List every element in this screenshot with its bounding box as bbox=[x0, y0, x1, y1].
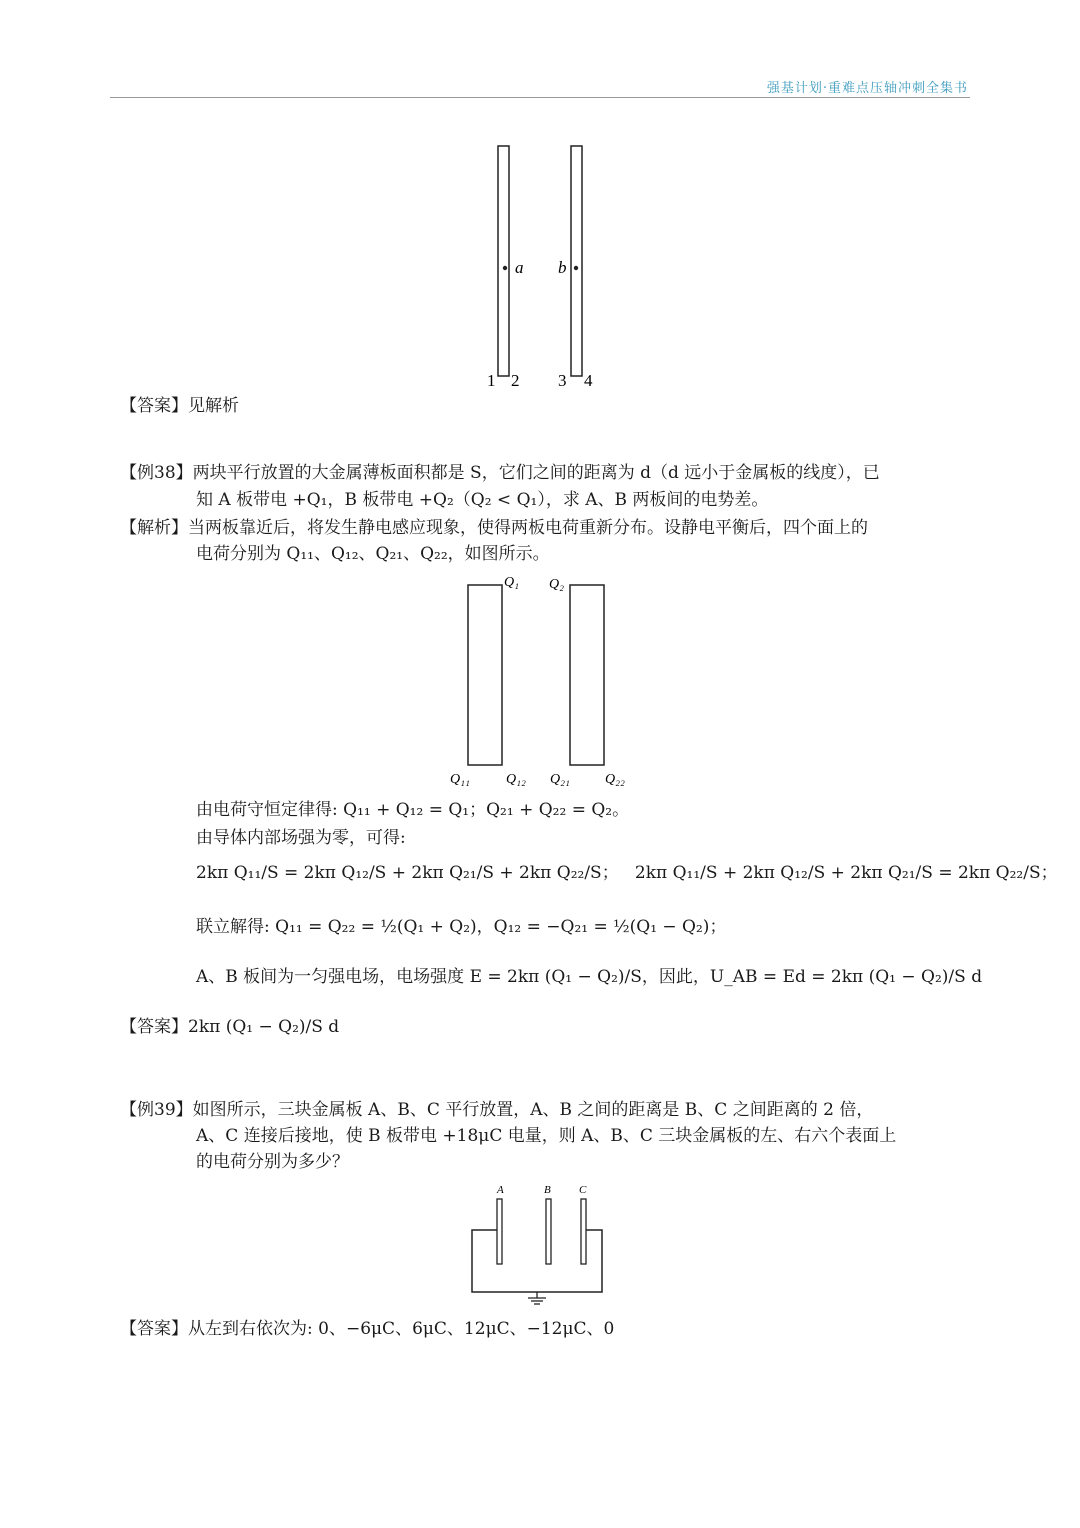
ex39-line3: 的电荷分别为多少？ bbox=[196, 1152, 349, 1172]
face-4: 4 bbox=[584, 371, 593, 390]
analysis38-solve: 联立解得: Q₁₁ = Q₂₂ = ½(Q₁ + Q₂)，Q₁₂ = −Q₂₁ = ½(Q₁ − Q₂)； bbox=[196, 917, 727, 937]
figure-two-plates bbox=[470, 140, 610, 395]
analysis38-line1 bbox=[120, 517, 868, 539]
analysis38-line2: 电荷分别为 Q₁₁、Q₁₂、Q₂₁、Q₂₂，如图所示。 bbox=[196, 544, 550, 564]
answer-39 bbox=[120, 1318, 614, 1340]
answer-39-tag: 【答案】 bbox=[120, 1319, 188, 1339]
ex38-line2: 知 A 板带电 +Q₁，B 板带电 +Q₂（Q₂ < Q₁），求 A、B 两板间的电势差。 bbox=[196, 490, 769, 510]
ex39-line1 bbox=[120, 1099, 873, 1121]
face-2: 2 bbox=[511, 371, 520, 390]
answer-38-text: 2kπ (Q₁ − Q₂)/S d bbox=[188, 1017, 340, 1037]
figure-three-plates bbox=[465, 1180, 610, 1310]
ex38-tag: 【例38】 bbox=[120, 463, 193, 483]
face-1: 1 bbox=[487, 371, 496, 390]
ex39-text-1: 如图所示，三块金属板 A、B、C 平行放置，A、B 之间的距离是 B、C 之间距离的 2 倍， bbox=[192, 1100, 874, 1120]
analysis38-tag: 【解析】 bbox=[120, 518, 188, 538]
label-q22: Q₂₂ bbox=[605, 772, 625, 787]
point-b bbox=[574, 266, 578, 270]
label-B: B bbox=[544, 1184, 551, 1196]
figure-charged-plates bbox=[445, 570, 645, 792]
plate-C bbox=[581, 1199, 586, 1264]
label-b: b bbox=[558, 258, 567, 277]
label-a: a bbox=[515, 258, 524, 277]
plate-B bbox=[570, 585, 604, 765]
label-q12: Q₁₂ bbox=[506, 772, 526, 787]
label-q2: Q₂ bbox=[549, 577, 564, 592]
equation-a: 2kπ Q₁₁/S = 2kπ Q₁₂/S + 2kπ Q₂₁/S + 2kπ Q₂₂/S； bbox=[196, 863, 619, 883]
analysis38-equations bbox=[196, 862, 1058, 884]
answer-39-text: 从左到右依次为: 0、−6μC、6μC、12μC、−12μC、0 bbox=[188, 1319, 615, 1339]
label-q21: Q₂₁ bbox=[550, 772, 570, 787]
header-rule bbox=[110, 97, 970, 98]
analysis38-field-zero: 由导体内部场强为零，可得: bbox=[196, 828, 406, 848]
ex39-tag: 【例39】 bbox=[120, 1100, 193, 1120]
label-q1: Q₁ bbox=[504, 575, 519, 590]
header-title: 强基计划·重难点压轴冲刺全集书 bbox=[766, 81, 968, 96]
answer-1-tag: 【答案】 bbox=[120, 396, 188, 416]
label-C: C bbox=[579, 1184, 587, 1196]
analysis38-uniform: A、B 板间为一匀强电场，电场强度 E = 2kπ (Q₁ − Q₂)/S，因此，U_AB = Ed = 2kπ (Q₁ − Q₂)/S d bbox=[196, 967, 983, 987]
plate-right bbox=[571, 146, 582, 376]
plate-A bbox=[497, 1199, 502, 1264]
ex38-line1 bbox=[120, 462, 880, 484]
plate-B bbox=[546, 1199, 551, 1264]
equation-b: 2kπ Q₁₁/S + 2kπ Q₁₂/S + 2kπ Q₂₁/S = 2kπ Q₂₂/S； bbox=[634, 863, 1058, 883]
label-q11: Q₁₁ bbox=[450, 772, 470, 787]
analysis38-text-1: 当两板靠近后，将发生静电感应现象，使得两板电荷重新分布。设静电平衡后，四个面上的 bbox=[188, 518, 868, 538]
answer-1 bbox=[120, 395, 239, 417]
analysis38-conservation: 由电荷守恒定律得: Q₁₁ + Q₁₂ = Q₁；Q₂₁ + Q₂₂ = Q₂。 bbox=[196, 800, 630, 820]
answer-38-tag: 【答案】 bbox=[120, 1017, 188, 1037]
face-3: 3 bbox=[558, 371, 567, 390]
answer-1-text: 见解析 bbox=[188, 396, 239, 416]
wire bbox=[472, 1230, 602, 1292]
ex39-line2: A、C 连接后接地，使 B 板带电 +18μC 电量，则 A、B、C 三块金属板的左、右六个表面上 bbox=[196, 1126, 897, 1146]
answer-38 bbox=[120, 1016, 339, 1038]
plate-left bbox=[498, 146, 509, 376]
ex38-text-1: 两块平行放置的大金属薄板面积都是 S，它们之间的距离为 d（d 远小于金属板的线度），已 bbox=[192, 463, 880, 483]
label-A: A bbox=[497, 1184, 504, 1196]
point-a bbox=[503, 266, 507, 270]
plate-A bbox=[468, 585, 502, 765]
